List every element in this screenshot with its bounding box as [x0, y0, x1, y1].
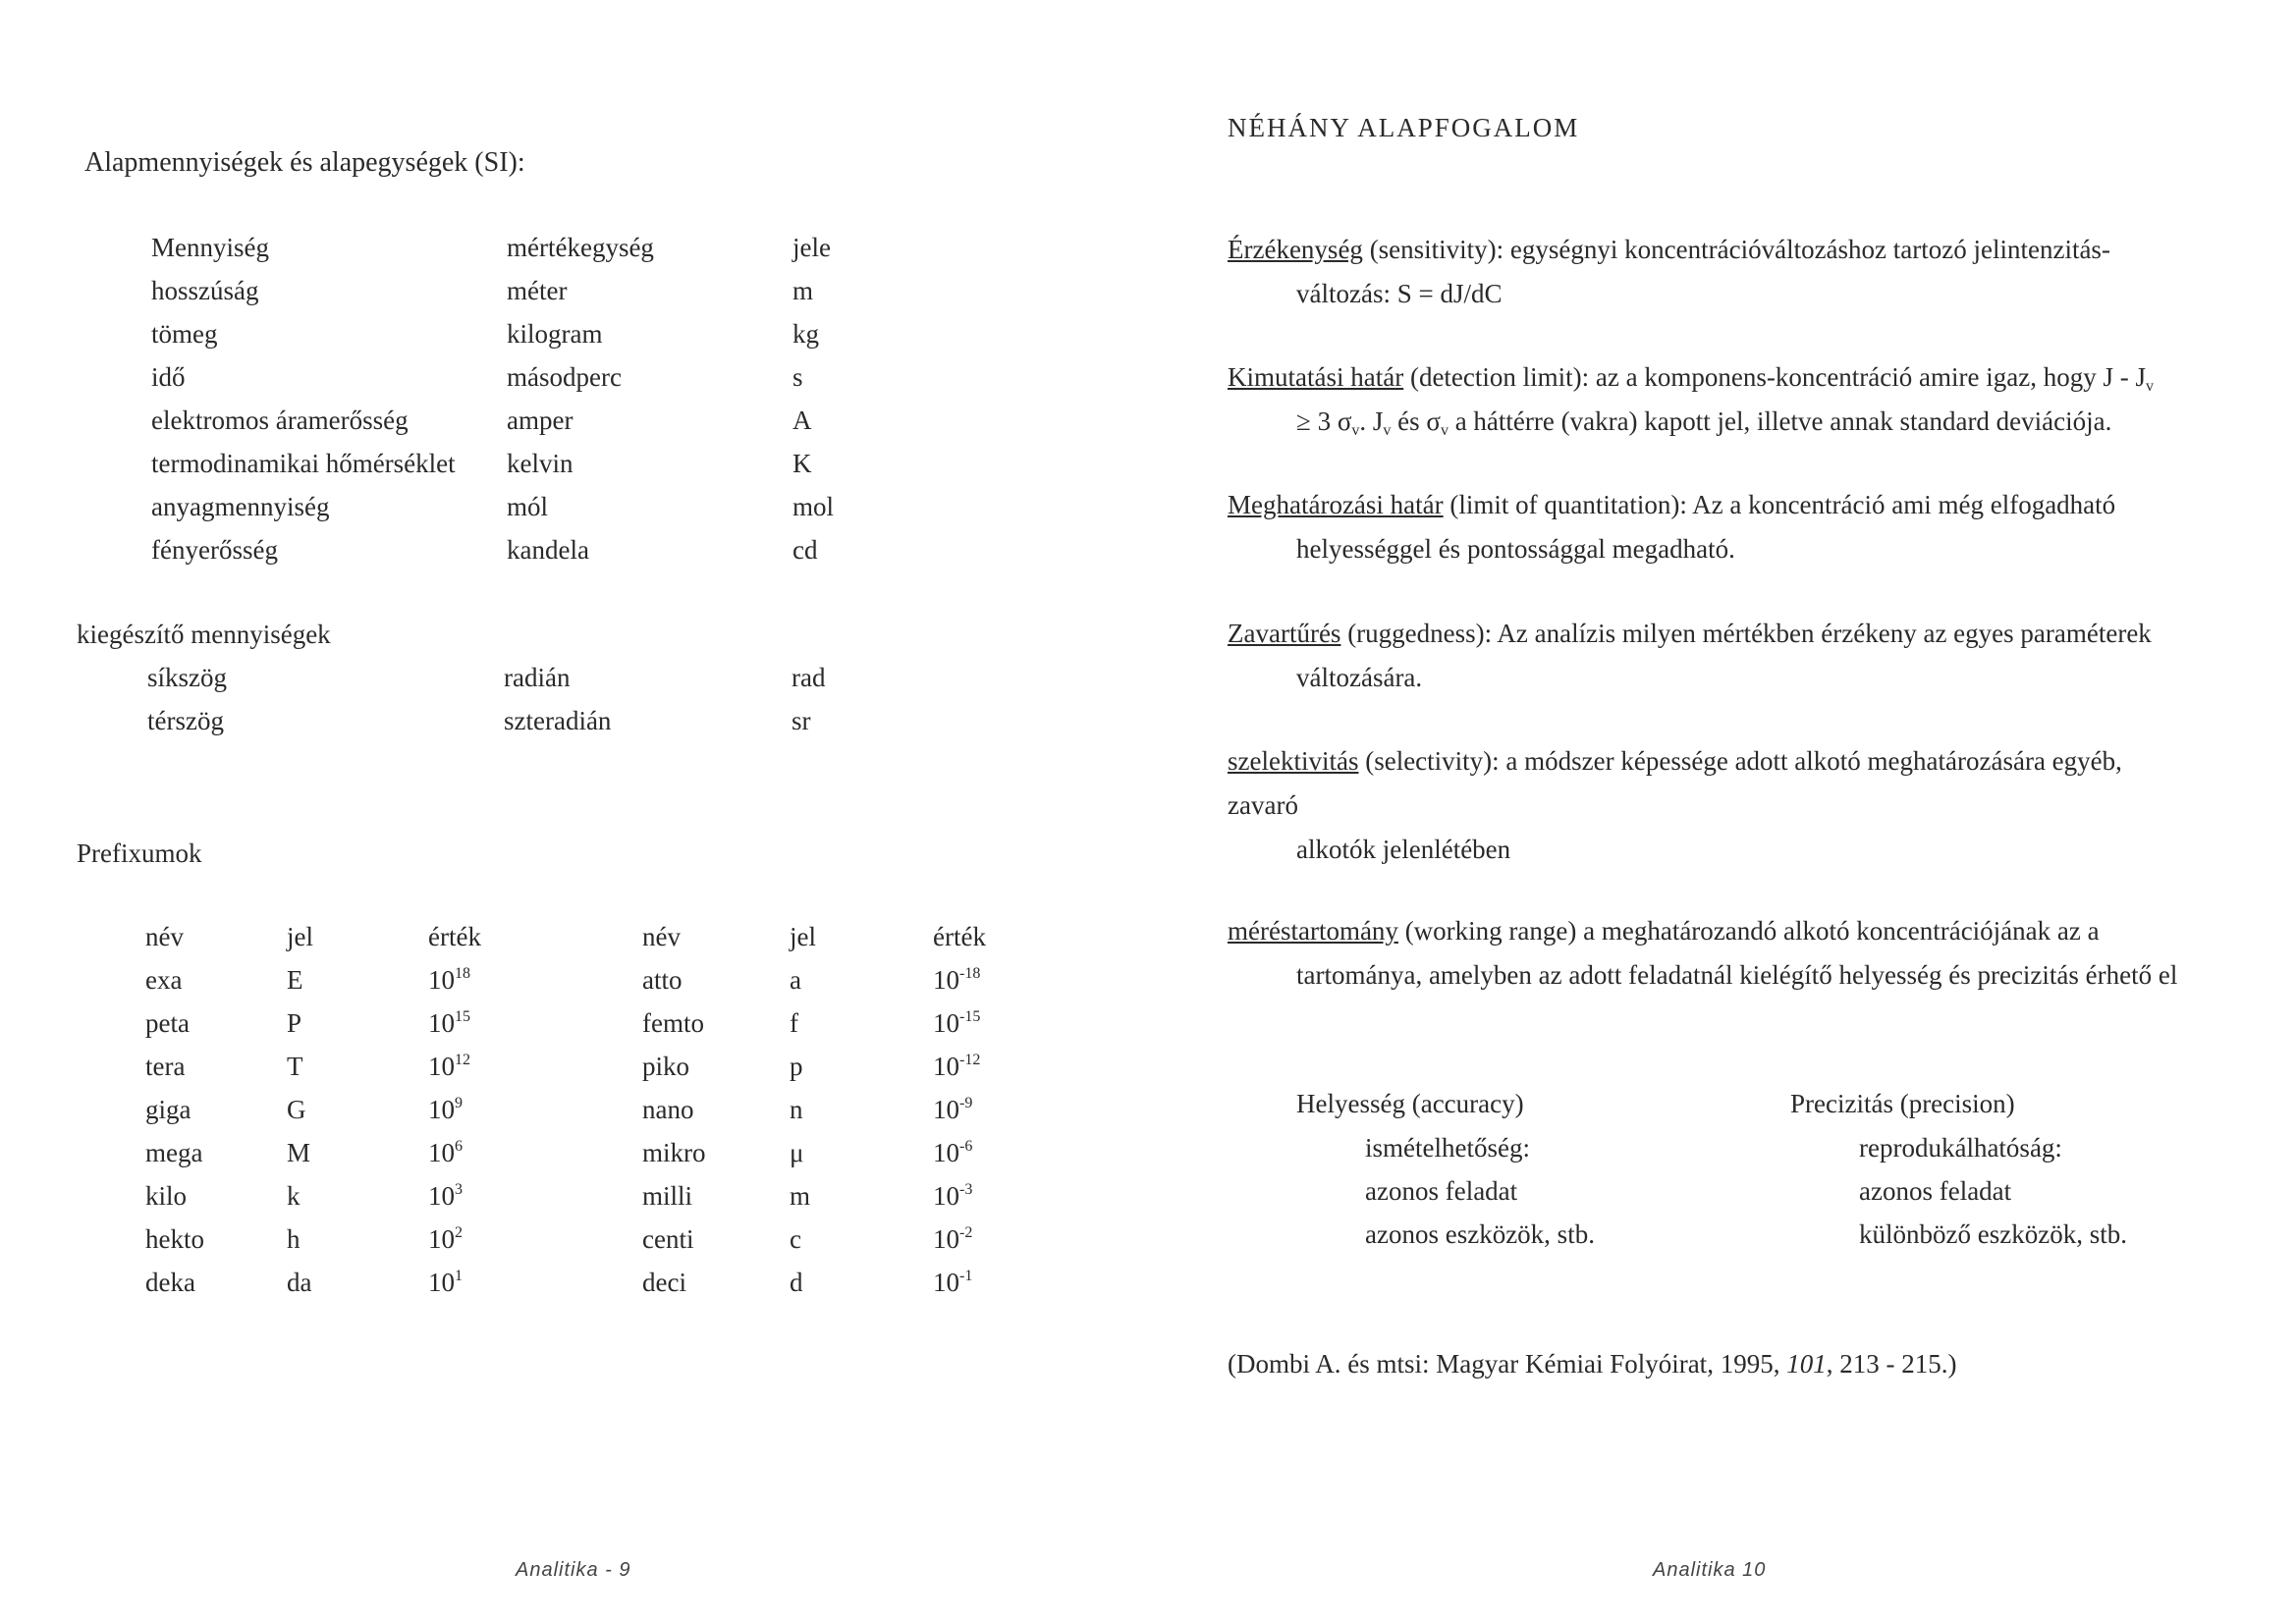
- si-title: Alapmennyiségek és alapegységek (SI):: [84, 147, 525, 178]
- prefix-title: Prefixumok: [77, 839, 202, 868]
- si-quantity: idő: [151, 362, 186, 392]
- accuracy-line: azonos eszközök, stb.: [1365, 1219, 1595, 1249]
- detection-limit-line2: [1228, 400, 2154, 444]
- term-detection-limit: Kimutatási határ: [1228, 362, 1404, 392]
- si-unit: kelvin: [507, 449, 574, 478]
- si-symbol: cd: [793, 535, 818, 565]
- prefix-symbol: c: [790, 1224, 801, 1254]
- term-working-range: méréstartomány: [1228, 916, 1398, 946]
- accuracy-line: azonos feladat: [1365, 1176, 1518, 1206]
- prefix-name: tera: [145, 1052, 186, 1081]
- si-quantity: tömeg: [151, 319, 218, 349]
- accuracy-line: ismételhetőség:: [1365, 1133, 1530, 1163]
- prefix-symbol: d: [790, 1268, 803, 1297]
- reference-text: (Dombi A. és mtsi: Magyar Kémiai Folyóirat, 1995,: [1228, 1349, 1787, 1379]
- prefix-symbol: h: [287, 1224, 301, 1254]
- prefix-header: érték: [428, 922, 481, 951]
- precision-block: [1790, 1082, 2127, 1256]
- prefix-name: milli: [642, 1181, 693, 1211]
- prefix-value: $10^{15}$: [428, 1008, 470, 1038]
- si-header-unit: mértékegység: [507, 233, 654, 262]
- accuracy-title: Helyesség (accuracy): [1296, 1089, 1524, 1118]
- exponent: 1: [455, 1268, 463, 1284]
- prefix-symbol: a: [790, 965, 801, 995]
- si-unit: amper: [507, 406, 574, 435]
- si-symbol: mol: [793, 492, 835, 521]
- subscript-v: v: [1351, 422, 1360, 439]
- sensitivity-formula: változás: S = dJ/dC: [1296, 279, 1503, 308]
- exponent: 2: [455, 1224, 463, 1241]
- selectivity-line2: zavaró: [1228, 790, 1298, 820]
- prefix-name: mega: [145, 1138, 203, 1167]
- exponent: 18: [455, 965, 470, 982]
- prefix-value: $10^{-12}$: [933, 1052, 981, 1081]
- prefix-name: deka: [145, 1268, 195, 1297]
- accuracy-block: [1296, 1082, 1595, 1256]
- si-symbol: s: [793, 362, 803, 392]
- si-unit: méter: [507, 276, 568, 305]
- exponent: 6: [455, 1138, 463, 1155]
- exponent: 9: [455, 1095, 463, 1111]
- exponent: -18: [959, 965, 981, 982]
- supplementary-title: kiegészítő mennyiségek: [77, 620, 331, 649]
- prefix-symbol: μ: [790, 1138, 804, 1167]
- prefix-name: hekto: [145, 1224, 204, 1254]
- prefix-symbol: n: [790, 1095, 803, 1124]
- detection-limit-line2-part2: . J: [1359, 406, 1384, 436]
- prefix-name: kilo: [145, 1181, 188, 1211]
- prefix-symbol: k: [287, 1181, 301, 1211]
- working-range-line2: tartománya, amelyben az adott feladatnál kielégítő helyesség és precizitás érhető el: [1296, 960, 2178, 990]
- exponent: -1: [959, 1268, 973, 1284]
- detection-limit-line2-part3: és σ: [1391, 406, 1441, 436]
- prefix-header: érték: [933, 922, 986, 951]
- definition-ruggedness: [1228, 612, 2152, 700]
- prefix-name: mikro: [642, 1138, 706, 1167]
- working-range-text: (working range) a meghatározandó alkotó koncentrációjának az a: [1397, 916, 2100, 946]
- subscript-v: v: [1383, 422, 1392, 439]
- limit-of-quantitation-text: (limit of quantitation): Az a koncentráció ami még elfogadható: [1443, 490, 2116, 519]
- supplementary-symbol: sr: [792, 706, 811, 735]
- si-quantity: hosszúság: [151, 276, 259, 305]
- prefix-value: $10^{-9}$: [933, 1095, 973, 1124]
- exponent: -12: [959, 1052, 981, 1068]
- prefix-symbol: p: [790, 1052, 803, 1081]
- detection-limit-text: (detection limit): az a komponens-koncentráció amire igaz, hogy J - J: [1403, 362, 2146, 392]
- supplementary-quantity: térszög: [147, 706, 224, 735]
- si-symbol: m: [793, 276, 814, 305]
- prefix-header: név: [145, 922, 184, 951]
- exponent: 3: [455, 1181, 463, 1198]
- precision-line: reprodukálhatóság:: [1859, 1133, 2062, 1163]
- sensitivity-text: (sensitivity): egységnyi koncentrációváltozáshoz tartozó jelintenzitás-: [1362, 235, 2110, 264]
- prefix-name: centi: [642, 1224, 694, 1254]
- prefix-symbol: G: [287, 1095, 306, 1124]
- prefix-value: $10^{-2}$: [933, 1224, 973, 1254]
- prefix-symbol: E: [287, 965, 303, 995]
- si-unit: kilogram: [507, 319, 603, 349]
- prefix-symbol: P: [287, 1008, 302, 1038]
- page-footer-right: Analitika 10: [1653, 1559, 1767, 1581]
- subscript-v: v: [1440, 422, 1449, 439]
- subscript-v: v: [2145, 378, 2154, 395]
- prefix-value: $10^2$: [428, 1224, 463, 1254]
- si-header-symbol: jele: [793, 233, 831, 262]
- prefix-value: $10^{-3}$: [933, 1181, 973, 1211]
- term-ruggedness: Zavartűrés: [1228, 619, 1341, 648]
- si-header-quantity: Mennyiség: [151, 233, 269, 262]
- si-symbol: A: [793, 406, 812, 435]
- si-unit: mól: [507, 492, 549, 521]
- definition-sensitivity: [1228, 228, 2110, 316]
- precision-line: különböző eszközök, stb.: [1859, 1219, 2127, 1249]
- si-quantity: anyagmennyiség: [151, 492, 330, 521]
- exponent: -9: [959, 1095, 973, 1111]
- prefix-name: femto: [642, 1008, 704, 1038]
- prefix-value: $10^{-15}$: [933, 1008, 981, 1038]
- supplementary-unit: szteradián: [504, 706, 612, 735]
- right-page: [1148, 0, 2296, 1623]
- prefix-symbol: da: [287, 1268, 312, 1297]
- precision-title: Precizitás (precision): [1790, 1089, 2015, 1118]
- selectivity-text: (selectivity): a módszer képessége adott alkotó meghatározására egyéb,: [1358, 746, 2122, 776]
- prefix-symbol: T: [287, 1052, 303, 1081]
- si-symbol: K: [793, 449, 812, 478]
- prefix-header: név: [642, 922, 681, 951]
- prefix-value: $10^9$: [428, 1095, 463, 1124]
- prefix-symbol: M: [287, 1138, 311, 1167]
- page-footer-left: Analitika - 9: [516, 1559, 631, 1581]
- prefix-value: $10^{18}$: [428, 965, 470, 995]
- exponent: -6: [959, 1138, 973, 1155]
- si-quantity: termodinamikai hőmérséklet: [151, 449, 456, 478]
- si-unit: kandela: [507, 535, 589, 565]
- supplementary-symbol: rad: [792, 663, 826, 692]
- reference-pages: , 213 - 215.): [1826, 1349, 1957, 1379]
- prefix-name: atto: [642, 965, 683, 995]
- prefix-value: $10^3$: [428, 1181, 463, 1211]
- prefix-name: piko: [642, 1052, 690, 1081]
- limit-of-quantitation-line2: helyességgel és pontossággal megadható.: [1296, 534, 1735, 564]
- definition-selectivity: [1228, 739, 2122, 872]
- reference-volume: 101: [1786, 1349, 1827, 1379]
- term-selectivity: szelektivitás: [1228, 746, 1359, 776]
- prefix-symbol: f: [790, 1008, 798, 1038]
- reference: [1228, 1348, 1956, 1380]
- prefix-header: jel: [790, 922, 816, 951]
- prefix-value: $10^{-6}$: [933, 1138, 973, 1167]
- si-quantity: elektromos áramerősség: [151, 406, 409, 435]
- prefix-symbol: m: [790, 1181, 811, 1211]
- prefix-name: deci: [642, 1268, 686, 1297]
- definition-limit-of-quantitation: [1228, 483, 2115, 571]
- prefix-value: $10^6$: [428, 1138, 463, 1167]
- si-symbol: kg: [793, 319, 819, 349]
- exponent: -3: [959, 1181, 973, 1198]
- supplementary-quantity: síkszög: [147, 663, 227, 692]
- prefix-name: nano: [642, 1095, 694, 1124]
- term-limit-of-quantitation: Meghatározási határ: [1228, 490, 1444, 519]
- definition-detection-limit: [1228, 355, 2154, 444]
- exponent: -2: [959, 1224, 973, 1241]
- prefix-name: giga: [145, 1095, 191, 1124]
- term-sensitivity: Érzékenység: [1228, 235, 1363, 264]
- definition-working-range: [1228, 909, 2177, 998]
- prefix-header: jel: [287, 922, 313, 951]
- si-quantity: fényerősség: [151, 535, 278, 565]
- page-title: NÉHÁNY ALAPFOGALOM: [1228, 113, 1580, 142]
- prefix-value: $10^{-18}$: [933, 965, 981, 995]
- exponent: -15: [959, 1008, 981, 1025]
- prefix-value: $10^{12}$: [428, 1052, 470, 1081]
- prefix-value: $10^1$: [428, 1268, 463, 1297]
- supplementary-unit: radián: [504, 663, 571, 692]
- detection-limit-line2-part4: a háttérre (vakra) kapott jel, illetve annak standard deviációja.: [1448, 406, 2112, 436]
- prefix-name: peta: [145, 1008, 190, 1038]
- detection-limit-line2-part1: ≥ 3 σ: [1296, 406, 1352, 436]
- ruggedness-line2: változására.: [1296, 663, 1423, 692]
- ruggedness-text: (ruggedness): Az analízis milyen mértékben érzékeny az egyes paraméterek: [1340, 619, 2152, 648]
- prefix-value: $10^{-1}$: [933, 1268, 973, 1297]
- exponent: 15: [455, 1008, 470, 1025]
- exponent: 12: [455, 1052, 470, 1068]
- selectivity-line3: alkotók jelenlétében: [1296, 835, 1511, 864]
- precision-line: azonos feladat: [1859, 1176, 2012, 1206]
- prefix-name: exa: [145, 965, 183, 995]
- si-unit: másodperc: [507, 362, 622, 392]
